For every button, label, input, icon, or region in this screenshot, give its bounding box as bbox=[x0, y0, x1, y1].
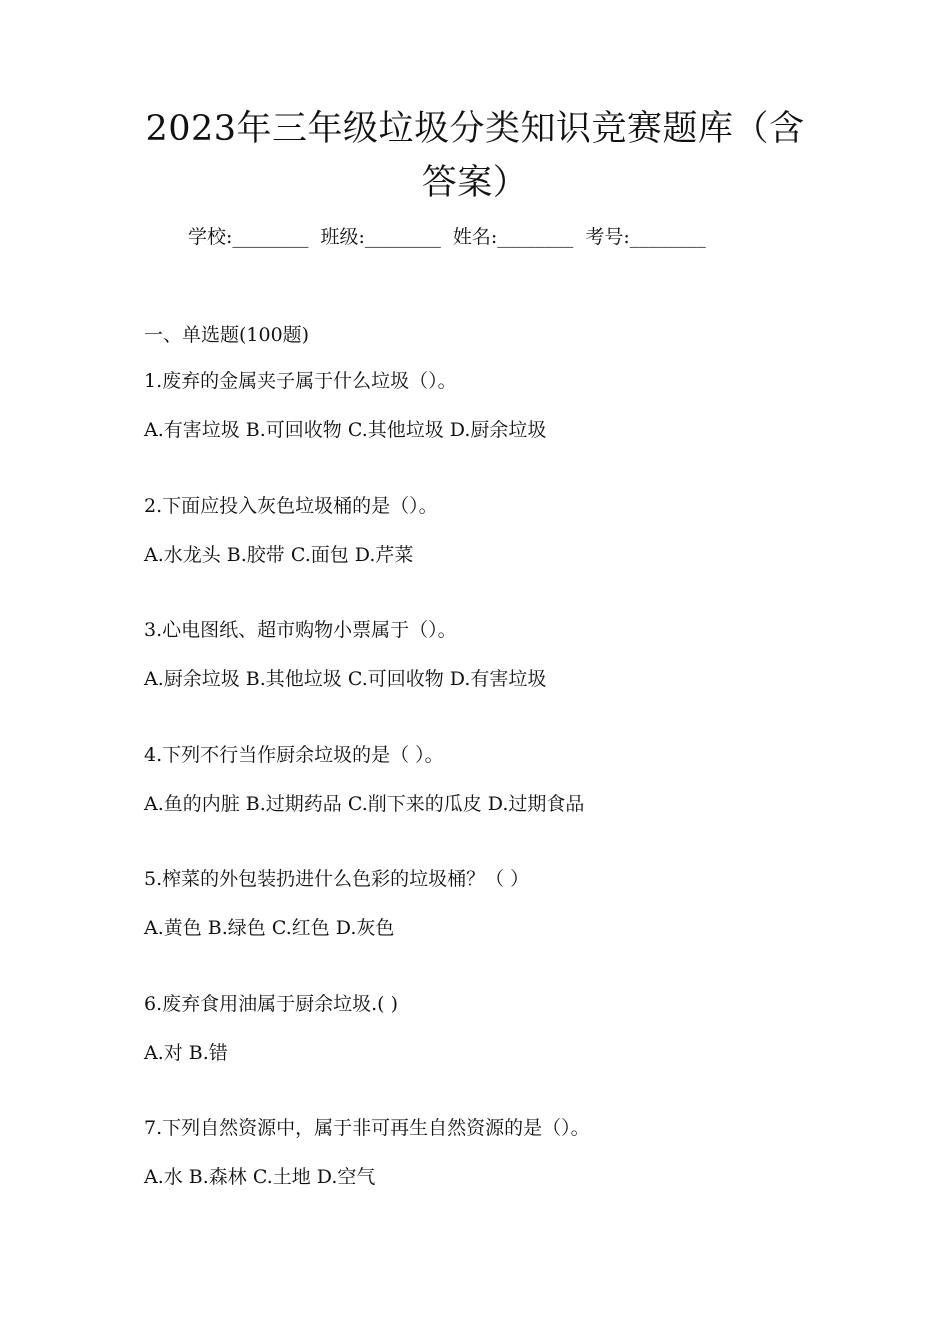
question-item bbox=[144, 864, 844, 989]
section-title: 一、单选题(100题) bbox=[144, 324, 310, 346]
question-item bbox=[144, 366, 844, 491]
exam-number-field: 考号:________ bbox=[585, 226, 706, 248]
question-text: 7.下列自然资源中，属于非可再生自然资源的是（）。 bbox=[144, 1117, 590, 1139]
class-field: 班级:________ bbox=[320, 226, 441, 248]
question-options: A.黄色 B.绿色 C.红色 D.灰色 bbox=[144, 917, 395, 939]
question-item bbox=[144, 615, 844, 740]
question-options: A.厨余垃圾 B.其他垃圾 C.可回收物 D.有害垃圾 bbox=[144, 668, 547, 690]
question-text: 2.下面应投入灰色垃圾桶的是（）。 bbox=[144, 494, 438, 517]
question-options: A.鱼的内脏 B.过期药品 C.削下来的瓜皮 D.过期食品 bbox=[144, 792, 585, 815]
question-text: 4.下列不行当作厨余垃圾的是（ ）。 bbox=[144, 743, 444, 766]
question-item bbox=[144, 989, 844, 1114]
question-options: A.水 B.森林 C.土地 D.空气 bbox=[144, 1166, 376, 1188]
name-field: 姓名:________ bbox=[452, 226, 574, 248]
question-list bbox=[144, 366, 844, 1238]
question-text: 5.榨菜的外包装扔进什么色彩的垃圾桶？（ ） bbox=[144, 868, 530, 890]
school-field: 学校:________ bbox=[188, 226, 309, 248]
question-text: 1.废弃的金属夹子属于什么垃圾（）。 bbox=[144, 370, 457, 392]
question-options: A.有害垃圾 B.可回收物 C.其他垃圾 D.厨余垃圾 bbox=[144, 419, 547, 441]
question-item bbox=[144, 740, 844, 865]
question-options: A.对 B.错 bbox=[144, 1041, 228, 1064]
document-title: 2023年三年级垃圾分类知识竞赛题库（含答案） bbox=[145, 109, 805, 203]
question-item bbox=[144, 491, 844, 616]
question-options: A.水龙头 B.胶带 C.面包 D.芹菜 bbox=[144, 543, 414, 566]
question-text: 3.心电图纸、超市购物小票属于（）。 bbox=[144, 619, 457, 641]
student-info-line bbox=[188, 222, 706, 252]
question-text: 6.废弃食用油属于厨余垃圾.( ) bbox=[144, 992, 399, 1015]
question-item bbox=[144, 1113, 844, 1238]
